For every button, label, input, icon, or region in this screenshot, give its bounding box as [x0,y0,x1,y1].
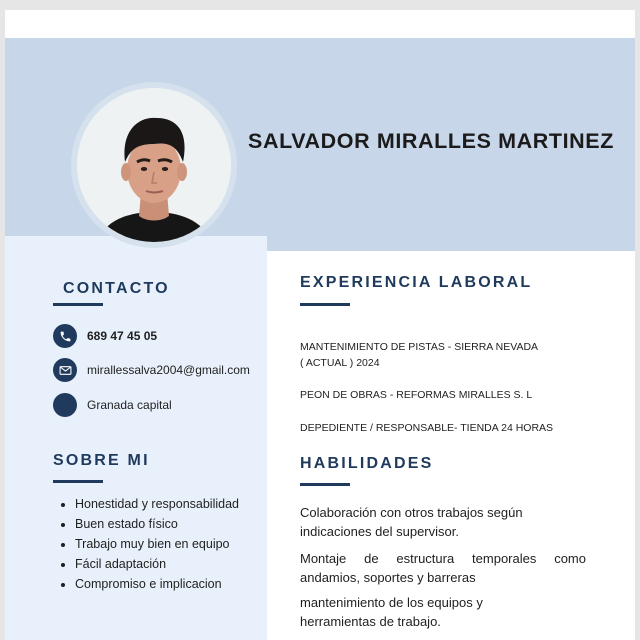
about-title: SOBRE MI [53,452,150,469]
skills-title: HABILIDADES [300,455,434,472]
list-item: • Buen estado físico [75,514,275,534]
phone-icon [53,324,77,348]
job-line: DEPEDIENTE / RESPONSABLE- TIENDA 24 HORAS [300,422,554,434]
skill-item: Montaje de estructura temporales como andamios, soportes y barreras [300,551,586,585]
skills-title-rule [300,483,350,486]
about-list [59,494,275,594]
list-item: • Fácil adaptación [75,554,275,574]
job-entry [300,387,532,403]
experience-title-rule [300,303,350,306]
contact-title-rule [53,303,103,306]
contact-email [53,358,250,382]
job-line: PEON DE OBRAS - REFORMAS MIRALLES S. L [300,389,533,401]
job-line: ( ACTUAL ) 2024 [300,357,380,369]
skill-item: mantenimiento de los equipos y herramientas de trabajo. [300,595,483,629]
job-line: MANTENIMIENTO DE PISTAS - SIERRA NEVADA [300,341,539,353]
job-entry [300,420,553,436]
phone-number: 689 47 45 05 [87,329,158,343]
skill-item: Colaboración con otros trabajos según indicaciones del supervisor. [300,505,523,539]
list-item: • Honestidad y responsabilidad [75,494,275,514]
resume-page [5,10,635,640]
experience-title: EXPERIENCIA LABORAL [300,274,533,291]
full-name: SALVADOR MIRALLES MARTINEZ [248,129,614,153]
location-icon [53,393,77,417]
location-text: Granada capital [87,398,172,412]
job-entry [300,339,538,371]
person-portrait-icon [77,88,231,242]
about-title-rule [53,480,103,483]
profile-photo [77,88,231,242]
contact-location [53,393,172,417]
contact-title: CONTACTO [63,280,170,297]
list-item: • Trabajo muy bien en equipo [75,534,275,554]
list-item: • Compromiso e implicacion [75,574,275,594]
contact-phone [53,324,157,348]
email-address: mirallessalva2004@gmail.com [87,363,250,377]
mail-icon [53,358,77,382]
